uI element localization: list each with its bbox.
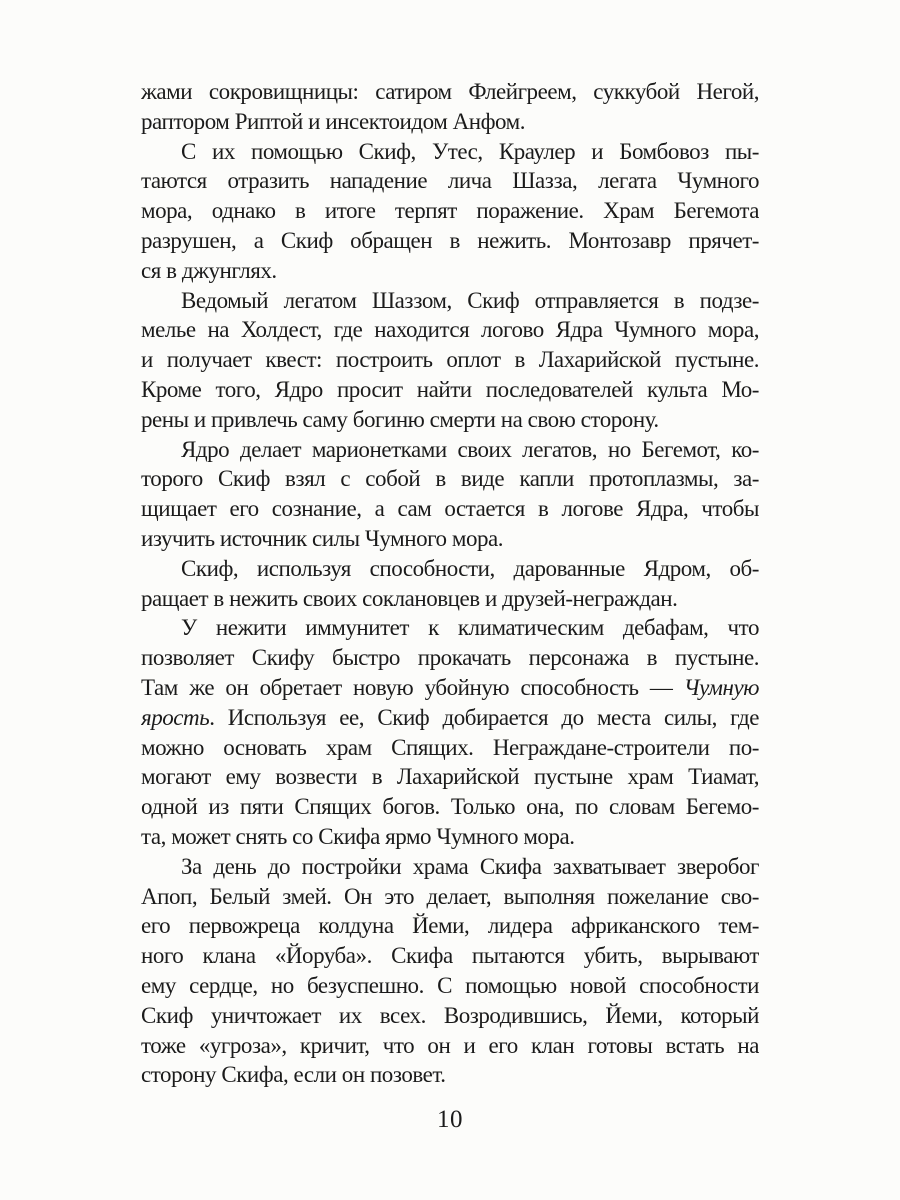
text-line [141,643,759,673]
body-text: щищает его сознание, а сам остается в логове Ядра, чтобы [141,496,759,522]
text-line [141,673,759,703]
body-text: За день до постройки храма Скифа захватывает зверобог [181,853,759,879]
body-text: мелье на Холдест, где находится логово Ядра Чумного мора, [141,317,759,343]
text-line [141,494,759,524]
body-text: жами сокровищницы: сатиром Флейгреем, суккубой Негой, [141,79,759,104]
text-line [141,375,759,405]
body-text: рены и привлечь саму богиню смерти на свою сторону. [141,406,659,432]
text-line [141,971,759,1001]
paragraph [141,137,759,286]
body-text: торого Скиф взял с собой в виде капли протоплазмы, за- [141,466,759,492]
body-text: ему сердце, но безуспешно. С помощью новой способности [141,972,759,998]
page-number: 10 [437,1106,463,1133]
text-line [141,822,759,852]
text-line [141,107,759,137]
body-text: и получает квест: построить оплот в Лахарийской пустыне. [141,347,759,373]
body-text: Скиф, используя способности, дарованные Ядром, об- [181,555,759,581]
paragraph [141,554,759,614]
body-text: Там же он обретает новую убойную способность — [141,674,684,700]
italic-text: Чумную [683,674,759,700]
paragraph [141,435,759,554]
body-text: Ведомый легатом Шаззом, Скиф отправляется в подзе- [181,287,759,313]
body-text: одной из пяти Спящих богов. Только она, по словам Бегемо- [141,794,759,820]
body-text: Ядро делает марионетками своих легатов, но Бегемот, ко- [181,436,759,462]
body-text: сторону Скифа, если он позовет. [141,1062,446,1088]
text-line [141,405,759,435]
text-line [141,941,759,971]
body-text: . Используя ее, Скиф добирается до места силы, где [209,704,759,730]
body-text: раптором Риптой и инсектоидом Анфом. [141,108,526,134]
text-line [141,554,759,584]
body-text: Скиф уничтожает их всех. Возродившись, Йеми, который [141,1002,759,1028]
text-line [141,435,759,465]
text-line [141,584,759,614]
paragraph [141,852,759,1090]
text-line [141,77,759,107]
body-text: У нежити иммунитет к климатическим дебафам, что [181,615,759,641]
body-text: С их помощью Скиф, Утес, Краулер и Бомбовоз пы- [181,138,759,164]
body-text: Апоп, Белый змей. Он это делает, выполняя пожелание сво- [141,883,759,909]
body-text: та, может снять со Скифа ярмо Чумного мора. [141,823,575,849]
body-text: ращает в нежить своих соклановцев и друзей-неграждан. [141,585,678,611]
text-line [141,703,759,733]
text-line [141,524,759,554]
body-text: изучить источник силы Чумного мора. [141,525,504,551]
text-line [141,315,759,345]
text-line [141,226,759,256]
body-text: могают ему возвести в Лахарийской пустыне храм Тиамат, [141,764,759,790]
body-text: ся в джунглях. [141,257,277,283]
text-line [141,1060,759,1090]
text-line [141,613,759,643]
text-line [141,464,759,494]
paragraph [141,77,759,137]
text-line [141,852,759,882]
text-line [141,256,759,286]
text-line [141,345,759,375]
text-line [141,882,759,912]
body-text: его первожреца колдуна Йеми, лидера африканского тем- [141,913,759,939]
text-line [141,733,759,763]
body-text: разрушен, а Скиф обращен в нежить. Монтозавр прячет- [141,227,759,253]
paragraph [141,613,759,851]
text-line [141,911,759,941]
paragraph [141,286,759,435]
body-text: позволяет Скифу быстро прокачать персонажа в пустыне. [141,645,759,671]
italic-text: ярость [141,704,210,730]
text-line [141,762,759,792]
text-line [141,792,759,822]
text-line [141,1001,759,1031]
text-line [141,137,759,167]
body-text: тоже «угроза», кричит, что он и его клан готовы встать на [141,1032,759,1058]
body-text: Кроме того, Ядро просит найти последователей культа Мо- [141,376,759,402]
body-text: ного клана «Йоруба». Скифа пытаются убить, вырывают [141,943,759,969]
text-line [141,286,759,316]
text-line [141,196,759,226]
page-text [141,77,759,1090]
body-text: мора, однако в итоге терпят поражение. Храм Бегемота [141,198,759,224]
body-text: таются отразить нападение лича Шазза, легата Чумного [141,168,759,194]
text-line [141,1031,759,1061]
text-line [141,166,759,196]
body-text: можно основать храм Спящих. Неграждане-строители по- [141,734,759,760]
